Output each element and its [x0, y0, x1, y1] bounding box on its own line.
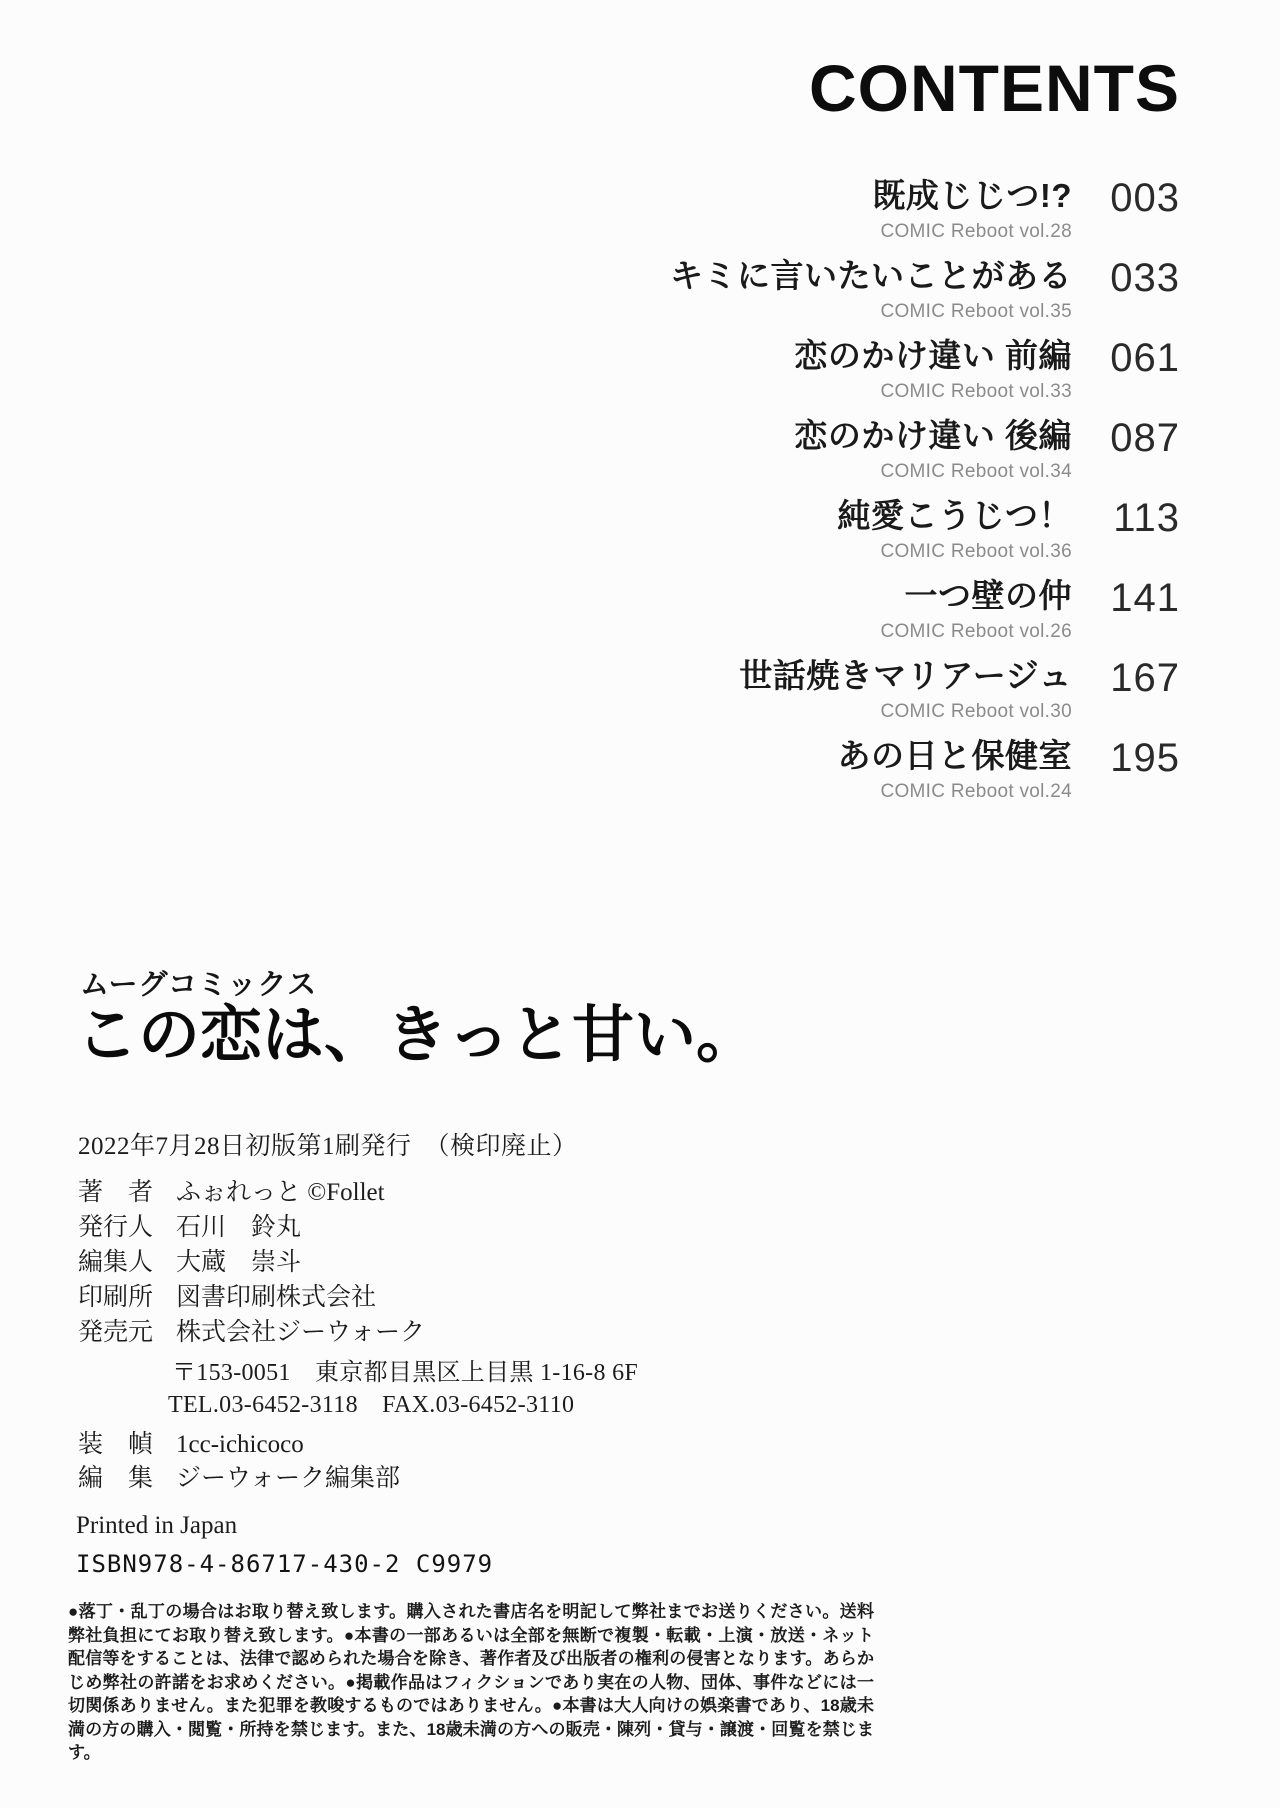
chapter-page-number: 033	[1110, 256, 1180, 300]
toc-entry	[872, 176, 1180, 243]
chapter-title: 世話焼きマリアージュ	[739, 657, 1072, 694]
chapter-source: COMIC Reboot vol.30	[880, 700, 1072, 722]
chapter-page-number: 003	[1110, 176, 1180, 220]
toc-entry	[794, 336, 1180, 403]
toc-entry	[880, 576, 1180, 643]
credit-row-editor	[78, 1242, 301, 1278]
credit-label: 印刷所	[78, 1284, 154, 1311]
chapter-source: COMIC Reboot vol.24	[880, 780, 1072, 802]
publisher-address: 〒153-0051 東京都目黒区上目黒 1-16-8 6F	[172, 1360, 639, 1386]
credit-row-distributor	[78, 1312, 425, 1348]
chapter-source: COMIC Reboot vol.28	[880, 220, 1072, 242]
credit-value: ふぉれっと ©Follet	[176, 1179, 385, 1206]
book-title: この恋は、きっと甘い。	[76, 1001, 759, 1070]
chapter-title: あの日と保健室	[837, 737, 1072, 774]
credit-label: 編集人	[78, 1249, 154, 1276]
credit-label: 発行人	[78, 1214, 154, 1241]
credit-label: 編 集	[78, 1465, 154, 1492]
credit-value: 株式会社ジーウォーク	[176, 1319, 426, 1346]
printed-in-japan: Printed in Japan	[76, 1512, 238, 1539]
chapter-title: 既成じじつ!?	[872, 177, 1072, 214]
credit-value: 図書印刷株式会社	[176, 1284, 377, 1311]
chapter-source: COMIC Reboot vol.26	[880, 620, 1072, 642]
credit-row-publisher	[78, 1207, 301, 1243]
credit-row-printer	[78, 1277, 376, 1313]
chapter-page-number: 087	[1110, 416, 1180, 460]
chapter-source: COMIC Reboot vol.33	[880, 380, 1072, 402]
chapter-title: 一つ壁の仲	[904, 577, 1072, 614]
contents-heading: CONTENTS	[809, 51, 1180, 125]
chapter-title: 恋のかけ違い 後編	[794, 417, 1072, 454]
toc-entry	[838, 736, 1181, 803]
chapter-page-number: 113	[1113, 496, 1180, 540]
chapter-source: COMIC Reboot vol.34	[880, 460, 1072, 482]
imprint-name: ムーグコミックス	[80, 969, 318, 1001]
credit-label: 装 幀	[78, 1431, 154, 1458]
legal-fine-print: ●落丁・乱丁の場合はお取り替え致します。購入された書店名を明記して弊社までお送りください。送料弊社負担にてお取り替え致します。●本書の一部あるいは全部を無断で複製・転載・上演・放送・ネット配信等をすることは、法律で認められた場合を除き、著作者及び出版者の権利の侵害となります。あらかじめ弊社の許諾をお求めください。●掲載作品はフィクションであり実在の人物、団体、事件などには一切関係ありません。また犯罪を教唆するものではありません。●本書は大人向けの娯楽書であり、18歳未満の方の購入・閲覧・所持を禁じます。また、18歳未満の方への販売・陳列・貸与・譲渡・回覧を禁じます。	[68, 1602, 874, 1762]
chapter-page-number: 195	[1110, 736, 1180, 780]
chapter-title: キミに言いたいことがある	[670, 257, 1072, 294]
toc-entry	[670, 256, 1180, 323]
chapter-title: 恋のかけ違い 前編	[794, 337, 1072, 374]
edition-line: 2022年7月28日初版第1刷発行 （検印廃止）	[78, 1133, 578, 1160]
credit-row-author	[78, 1172, 385, 1208]
chapter-page-number: 061	[1110, 336, 1180, 380]
toc-entry	[739, 656, 1180, 723]
chapter-source: COMIC Reboot vol.35	[880, 300, 1072, 322]
chapter-title: 純愛こうじつ！	[837, 497, 1072, 534]
credit-value: 石川 鈴丸	[176, 1214, 302, 1241]
chapter-page-number: 141	[1110, 576, 1180, 620]
credit-label: 発売元	[78, 1319, 154, 1346]
credit-value: ジーウォーク編集部	[176, 1465, 401, 1492]
toc-entry	[794, 416, 1180, 483]
credit-row-editing-dept	[78, 1458, 400, 1494]
credit-value: 大蔵 崇斗	[176, 1249, 302, 1276]
credit-value: 1cc-ichicoco	[176, 1431, 304, 1458]
credit-row-design	[78, 1424, 304, 1460]
isbn-code: ISBN978-4-86717-430-2 C9979	[76, 1550, 494, 1578]
publisher-phone: TEL.03-6452-3118 FAX.03-6452-3110	[168, 1392, 575, 1418]
toc-entry	[838, 496, 1181, 563]
chapter-page-number: 167	[1110, 656, 1180, 700]
chapter-source: COMIC Reboot vol.36	[880, 540, 1072, 562]
credit-label: 著 者	[78, 1179, 154, 1206]
